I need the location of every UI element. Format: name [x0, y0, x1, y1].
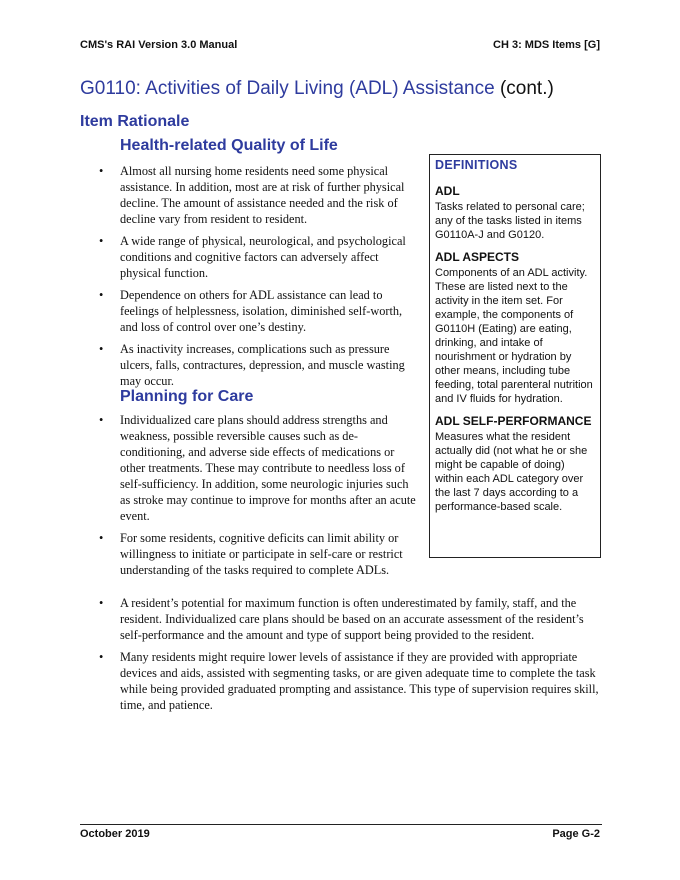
definition-term: ADL SELF-PERFORMANCE [435, 414, 592, 428]
page-title [80, 78, 554, 100]
bullet-item: • Dependence on others for ADL assistance can lead to feelings of helplessness, isolation, diminished self-worth, and loss of control over one’s destiny. [80, 287, 420, 335]
definition-text: Components of an ADL activity. These are listed next to the activity in the item set. For example, the components of G0110H (Eating) are eating, drinking, and intake of nourishment or hydration by other means, including tube feeding, total parenteral nutrition and IV fluids for hydration. [435, 267, 593, 405]
page-title-main: G0110: Activities of Daily Living (ADL) Assistance [80, 78, 495, 99]
item-rationale-heading: Item Rationale [80, 113, 190, 130]
bullet-item: • Many residents might require lower levels of assistance if they are provided with appropriate devices and aids, assisted with segmenting tasks, or are given adequate time to complete the task while being provided graduated prompting and assistance. This type of supervision requires skill, time, and patience. [80, 649, 602, 713]
footer-divider [80, 824, 602, 825]
bullet-item: • A resident’s potential for maximum function is often underestimated by family, staff, and the resident. Individualized care plans should be based on an accurate assessment of the resident’s self-performance and the amount and type of support being provided to the resident. [80, 595, 602, 643]
footer-page-number: Page G-2 [552, 828, 600, 840]
planning-bullet-list [80, 412, 420, 584]
header-chapter: CH 3: MDS Items [G] [493, 39, 600, 51]
hrqol-bullet-list [80, 163, 420, 395]
bullet-item: • A wide range of physical, neurological, and psychological conditions and cognitive factors can adversely affect physical function. [80, 233, 420, 281]
definitions-box [429, 154, 601, 558]
definition-term: ADL [435, 184, 460, 198]
definitions-heading: DEFINITIONS [435, 158, 518, 172]
bullet-item: • Individualized care plans should address strengths and weakness, possible reversible causes such as de-conditioning, and adverse side effects of medications or other treatments. These may contribute to needless loss of self-sufficiency. In addition, some neurologic injuries such as stroke may continue to improve for months after an acute event. [80, 412, 420, 524]
planning-heading: Planning for Care [120, 388, 254, 405]
header-manual-title: CMS's RAI Version 3.0 Manual [80, 39, 238, 51]
definition-text: Tasks related to personal care; any of the tasks listed in items G0110A-J and G0120. [435, 201, 585, 241]
hrqol-heading: Health-related Quality of Life [120, 137, 338, 154]
definition-text: Measures what the resident actually did (not what he or she might be capable of doing) within each ADL category over the last 7 days according to a performance-based scale. [435, 431, 588, 513]
bullet-item: • Almost all nursing home residents need some physical assistance. In addition, most are at risk of further physical decline. The amount of assistance needed and the risk of decline vary from resident to resident. [80, 163, 420, 227]
bullet-item: • As inactivity increases, complications such as pressure ulcers, falls, contractures, depression, and muscle wasting may occur. [80, 341, 420, 389]
footer-date: October 2019 [80, 828, 150, 840]
planning-wide-bullet-list [80, 595, 602, 719]
definition-term: ADL ASPECTS [435, 250, 520, 264]
bullet-item: • For some residents, cognitive deficits can limit ability or willingness to initiate or participate in self-care or restrict understanding of the tasks required to complete ADLs. [80, 530, 420, 578]
page-title-suffix: (cont.) [494, 78, 554, 99]
